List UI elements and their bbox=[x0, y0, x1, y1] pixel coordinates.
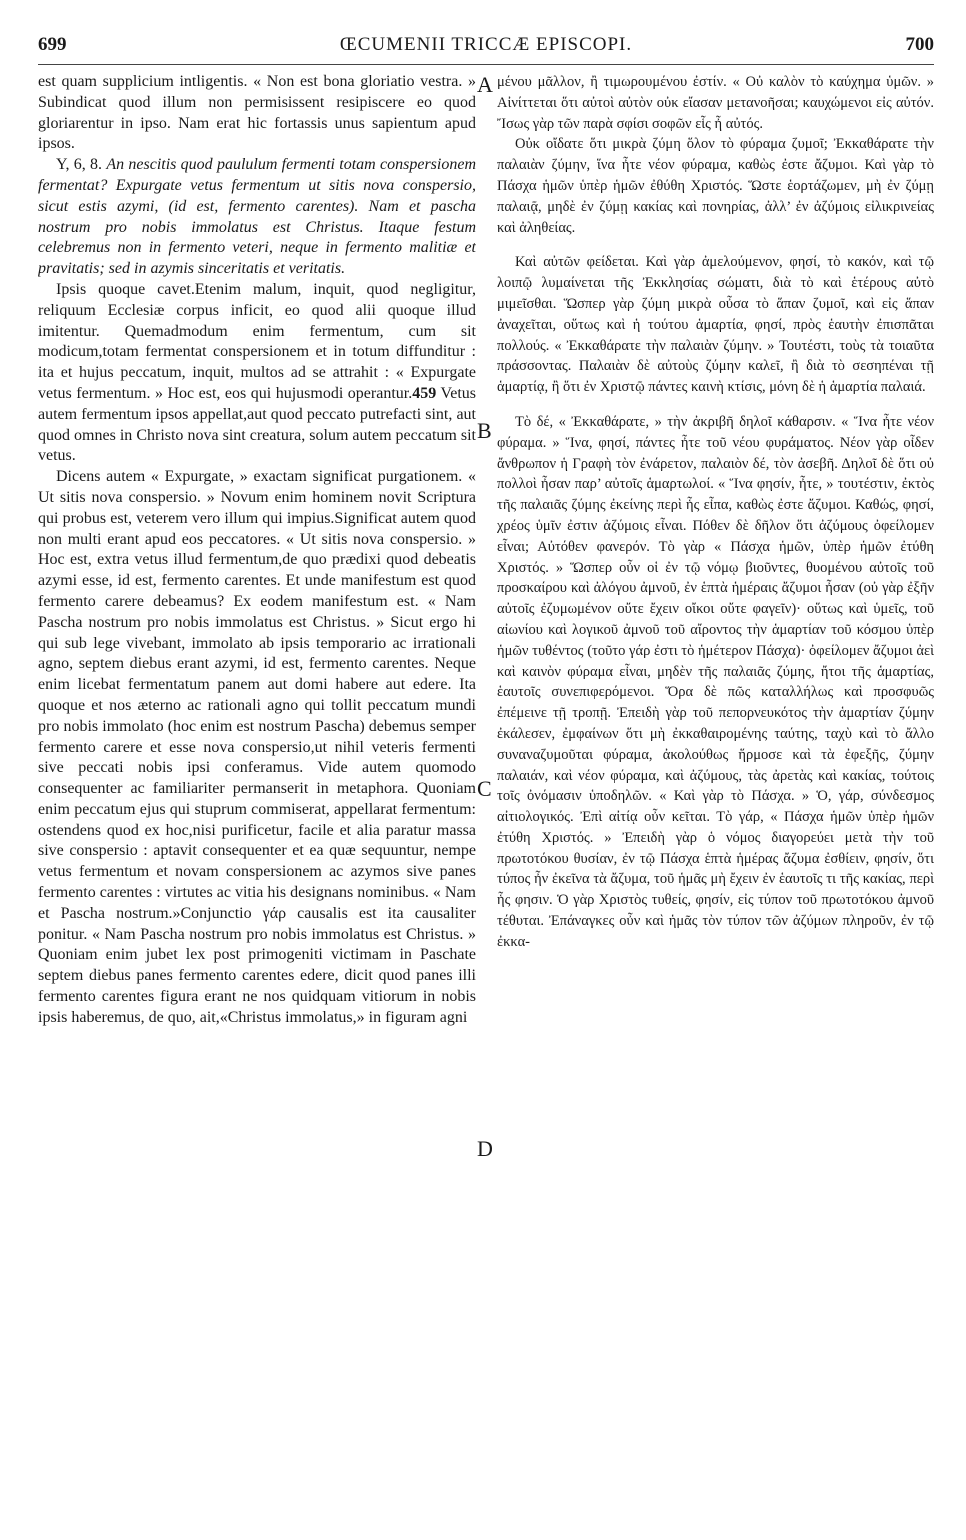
latin-paragraph: Dicens autem « Expurgate, » exactam significat purgationem. « Ut sitis nova conspersio. » Novum enim hominem novit Scriptura qui probus est, veterem vero illum qui impius.Significat autem quod non multi erant apud eos peccatores. « Ut sitis nova conspersio. » Hoc est, extra vetus illud fermentum,de quo prædixi quod debeatis azymi esse, id est, fermento carentes. Et unde manifestum est quod fermento carere debeamus? Ex eodem manifestum est. « Nam Pascha nostrum pro nobis immolatus est Christus. » Sicut ergo hi qui sub lege vivebant, immolato ab ipsis temporario ac irrationali agno, septem diebus erant azymi, id est, fermento carentes. Neque enim licebat fermentatum panem aut domi habere aut edere. Ita quoque et nos æterno ac rationali agno qui tollit peccatum mundi pro nobis immolato (hoc enim est nostrum Pascha) debemus semper fermento carere et esse nova conspersio,ut nihil veteris fermenti sive peccati nobis ipsi conferamus. Vide autem quomodo consequenter ac familiariter permanserit in metaphora. Quoniam enim peccatum ejus qui stuprum commiserat, appellarat fermentum: ostendens quod ex hoc,nisi purificetur, facile et alia paratur massa sive conspersio : aptavit consequenter et ea quæ sequuntur, nempe vetus fermentum et novam conspersionem ac azymos sive panes fermento carentes : virtutes ac vitia his designans nominibus. « Nam et Pascha nostrum.»Conjunctio γάρ causalis est ita causaliter ponitur. « Nam Pascha nostrum pro nobis immolatus est Christus. » Quoniam enim jubet lex post primogeniti victimam in Paschate septem diebus panes fermento carentes edere, dicit quod panes illi fermento carentes figura erant ne nos quidquam vitiorum in nobis ipsis haberemus, de quo, ait,«Christus immolatus,» in figuram agni bbox=[38, 468, 476, 1026]
running-header bbox=[38, 34, 934, 60]
scripture-text: An nescitis quod paululum fermenti totam conspersionem fermentat? Expurgate vetus fermentum ut sitis nova conspersio, sicut estis azymi, (id est, fermento carentes). Nam et pascha nostrum pro nobis immolatus est Christus. Itaque festum celebremus non in fermento veteri, neque in fermento malitiæ et pravitatis; sed in azymis sinceritatis et veritatis. bbox=[38, 156, 476, 278]
page-number-left: 699 bbox=[38, 34, 67, 55]
scripture-reference: Y, 6, 8. bbox=[56, 156, 103, 174]
column-number: 459 bbox=[412, 384, 437, 402]
greek-paragraph: Καὶ αὐτῶν φείδεται. Καὶ γὰρ ἀμελούμενον, φησί, τὸ κακόν, καὶ τῷ λοιπῷ λυμαίνεται τῆς Ἐκκλησίας σώματι, διὰ τὸ καὶ ἑτέρους αὐτὸ μιμεῖσθαι. Ὥσπερ γὰρ ζύμη μικρὰ οὖσα τὸ ἅπαν ζυμοῖ, καὶ εἰς ἅπαν ἀναχεῖται, οὕτως καὶ ἡ τούτου ἁμαρτία, φησί, πρὸς ἑαυτὴν ἐπισπᾶται πολλούς. « Ἐκκαθάρατε τὴν παλαιὰν ζύμην. » Τουτέστι, τοὺς τὰ τοιαῦτα πράσσοντας. Παλαιὰν δὲ αὐτοὺς ζύμην καλεῖ, ἢ διὰ τὸ σεσηπέναι τῇ ἁμαρτίᾳ, ἢ ὅτι ἐν Χριστῷ πάντες καινὴ κτίσις, μόνη δὲ ἡ ἁμαρτία παλαιά. bbox=[497, 254, 934, 396]
latin-text: Ipsis quoque cavet.Etenim malum, inquit, quod negligitur, reliquum Ecclesiæ corpus inficit, eo quod alii quoque illud imitentur. Quemadmodum enim fermentum, cum sit modicum,totam fermentat conspersionem et in totum diffunditur : ita et hujus peccatum, inquit, multos ad se attrahit : « Expurgate vetus fermentum. » Hoc est, eos qui hujusmodi operantur. bbox=[38, 280, 476, 402]
page-number-right: 700 bbox=[905, 34, 934, 55]
latin-paragraph bbox=[38, 280, 476, 467]
header-rule bbox=[38, 64, 934, 65]
section-marker-d: D bbox=[477, 1136, 493, 1161]
greek-paragraph: Τὸ δέ, « Ἐκκαθάρατε, » τὴν ἀκριβῆ δηλοῖ κάθαρσιν. « Ἵνα ἦτε νέον φύραμα. » Ἵνα, φησί, πάντες ἦτε τοῦ νέου φυράματος. Νέον γὰρ οἶδεν ἄνθρωπον ἡ Γραφὴ τὸν ἐνάρετον, παλαιὸν δέ, τὸν ἀσεβῆ. Δηλοῖ δὲ ὅτι οὐ πολλοὶ ἦσαν παρ’ αὐτοῖς ἁμαρτωλοί. « Ἵνα φησίν, ἦτε, » τουτέστιν, ἐκτὸς τῆς παλαιᾶς ζύμης ἐκείνης περὶ ἧς εἶπα, καθὼς ἐστε ἄζυμοι. Καθώς, φησί, χρέος ὑμῖν ἐστιν ἀζύμοις εἶναι. Πόθεν δὲ δῆλον ὅτι ἀζύμους ὀφείλομεν εἶναι; Αὐτόθεν φανερόν. Τὸ γὰρ « Πάσχα ἡμῶν, ὑπὲρ ἡμῶν ἐτύθη Χριστός. » Ὥσπερ οὖν οἱ ἐν τῷ νόμῳ βιοῦντες, θυομένου αὐτοῖς τοῦ προσκαίρου καὶ ἀλόγου ἀμνοῦ, ἐν ἑπτὰ ἡμέραις ἄζυμοι ἦσαν (οὐ γὰρ ἐξῆν αὐτοῖς ἐζυμωμένον οὔτε ἔχειν οἴκοι οὔτε φαγεῖν)· οὕτως καὶ ὑμεῖς, τοῦ αἰωνίου καὶ λογικοῦ ἀμνοῦ τοῦ αἴροντος τὴν ἁμαρτίαν τοῦ κόσμου ὑπὲρ ἡμῶν τυθέντος (τοῦτο γάρ ἐστι τὸ ἡμέτερον Πάσχα)· ὀφείλομεν ἄζυμοι ἀεὶ καὶ καινὸν φύραμα εἶναι, μηδὲν τῆς παλαιᾶς ζύμης, ἤτοι τῆς ἁμαρτίας, ἑαυτοῖς συνεπιφερόμενοι. Ὅρα δὲ πῶς καταλλήλως καὶ προσφυῶς ἐπέμεινε τῇ τροπῇ. Ἐπειδὴ γὰρ τοῦ πεπορνευκότος τὴν ἁμαρτίαν ζύμην ἐκάλεσεν, ἐμφαίνων ὅτι μὴ ἐκκαθαιρομένης ταύτης, ταχὺ καὶ τὸ ἄλλο συναναζυμοῦται φύραμα, ἀκολούθως ἥρμοσε καὶ τὰ ἐφεξῆς, ζύμην παλαιάν, καὶ νέον φύραμα, καὶ ἀζύμους, τὰς ἀρετὰς καὶ κακίας, τούτοις τοῖς ὀνόμασιν ὑποδηλῶν. « Καὶ γὰρ τὸ Πάσχα. » Ὁ, γάρ, σύνδεσμος αἰτιολογικός. Ἐπὶ αἰτίᾳ οὖν κεῖται. Τὸ γάρ, « Πάσχα ἡμῶν ὑπὲρ ἡμῶν ἐτύθη Χριστός. » Ἐπειδὴ γὰρ ὁ νόμος διαγορεύει μετὰ τὴν τοῦ πρωτοτόκου θυσίαν, ἐν τῷ Πάσχα ἑπτὰ ἡμέρας ἄζυμα ἐσθίειν, φησίν, ὅτι τύπος ἦν ἐκεῖνα τὰ ἄζυμα, τοῦ ἡμᾶς μὴ ἔχειν ἐν ἑαυτοῖς τι τῆς κακίας, περὶ ἧς φησιν. Ὁ γὰρ Χριστὸς τυθείς, φησίν, εἰς τύπον τοῦ πρωτοτόκου ἀμνοῦ τέθυται. Ἐπάναγκες οὖν καὶ ἡμᾶς τὸν τύπον τῶν ἀζύμων πληροῦν, ἐν τῷ ἐκκα- bbox=[497, 413, 934, 950]
section-marker-a: A bbox=[477, 72, 493, 97]
greek-paragraph: μένου μᾶλλον, ἢ τιμωρουμένου ἐστίν. « Οὐ καλὸν τὸ καύχημα ὑμῶν. » Αἰνίττεται ὅτι αὐτοὶ αὐτὸν οὐκ εἴασαν μετανοῆσαι; καυχώμενοι εἰς αὐτόν. Ἴσως γὰρ τῶν παρὰ σφίσι σοφῶν εἷς ἦ αὐτός. bbox=[497, 74, 934, 132]
latin-paragraph: est quam supplicium intligentis. « Non est bona gloriatio vestra. » Subindicat quod illum non permisissent resipiscere eo quod gloriarentur in ipso. Nam erat hic fortassis unus sapientum apud ipsos. bbox=[38, 73, 476, 153]
greek-column bbox=[497, 72, 934, 953]
latin-scripture-paragraph bbox=[38, 155, 476, 280]
latin-text: Vetus autem fermentum ipsos appellat,aut quod peccato putrefacti sint, aut quod omnes in Christo nova sint creatura, solum autem peccatum sit vetus. bbox=[38, 384, 476, 465]
section-marker-b: B bbox=[477, 418, 492, 443]
running-title: ŒCUMENII TRICCÆ EPISCOPI. bbox=[339, 34, 633, 55]
greek-scripture-paragraph: Οὐκ οἴδατε ὅτι μικρὰ ζύμη ὅλον τὸ φύραμα ζυμοῖ; Ἐκκαθάρατε τὴν παλαιὰν ζύμην, ἵνα ἦτε νέον φύραμα, καθὼς ἐστε ἄζυμοι. Καὶ γὰρ τὸ Πάσχα ἡμῶν ὑπὲρ ἡμῶν ἐθύθη Χριστός. Ὥστε ἑορτάζωμεν, μὴ ἐν ζύμῃ παλαιᾷ, μηδὲ ἐν ζύμῃ κακίας καὶ πονηρίας, ἀλλ’ ἐν ἀζύμοις εἰλικρινείας καὶ ἀληθείας. bbox=[497, 136, 934, 236]
section-marker-c: C bbox=[477, 776, 492, 801]
latin-column bbox=[38, 72, 476, 1029]
